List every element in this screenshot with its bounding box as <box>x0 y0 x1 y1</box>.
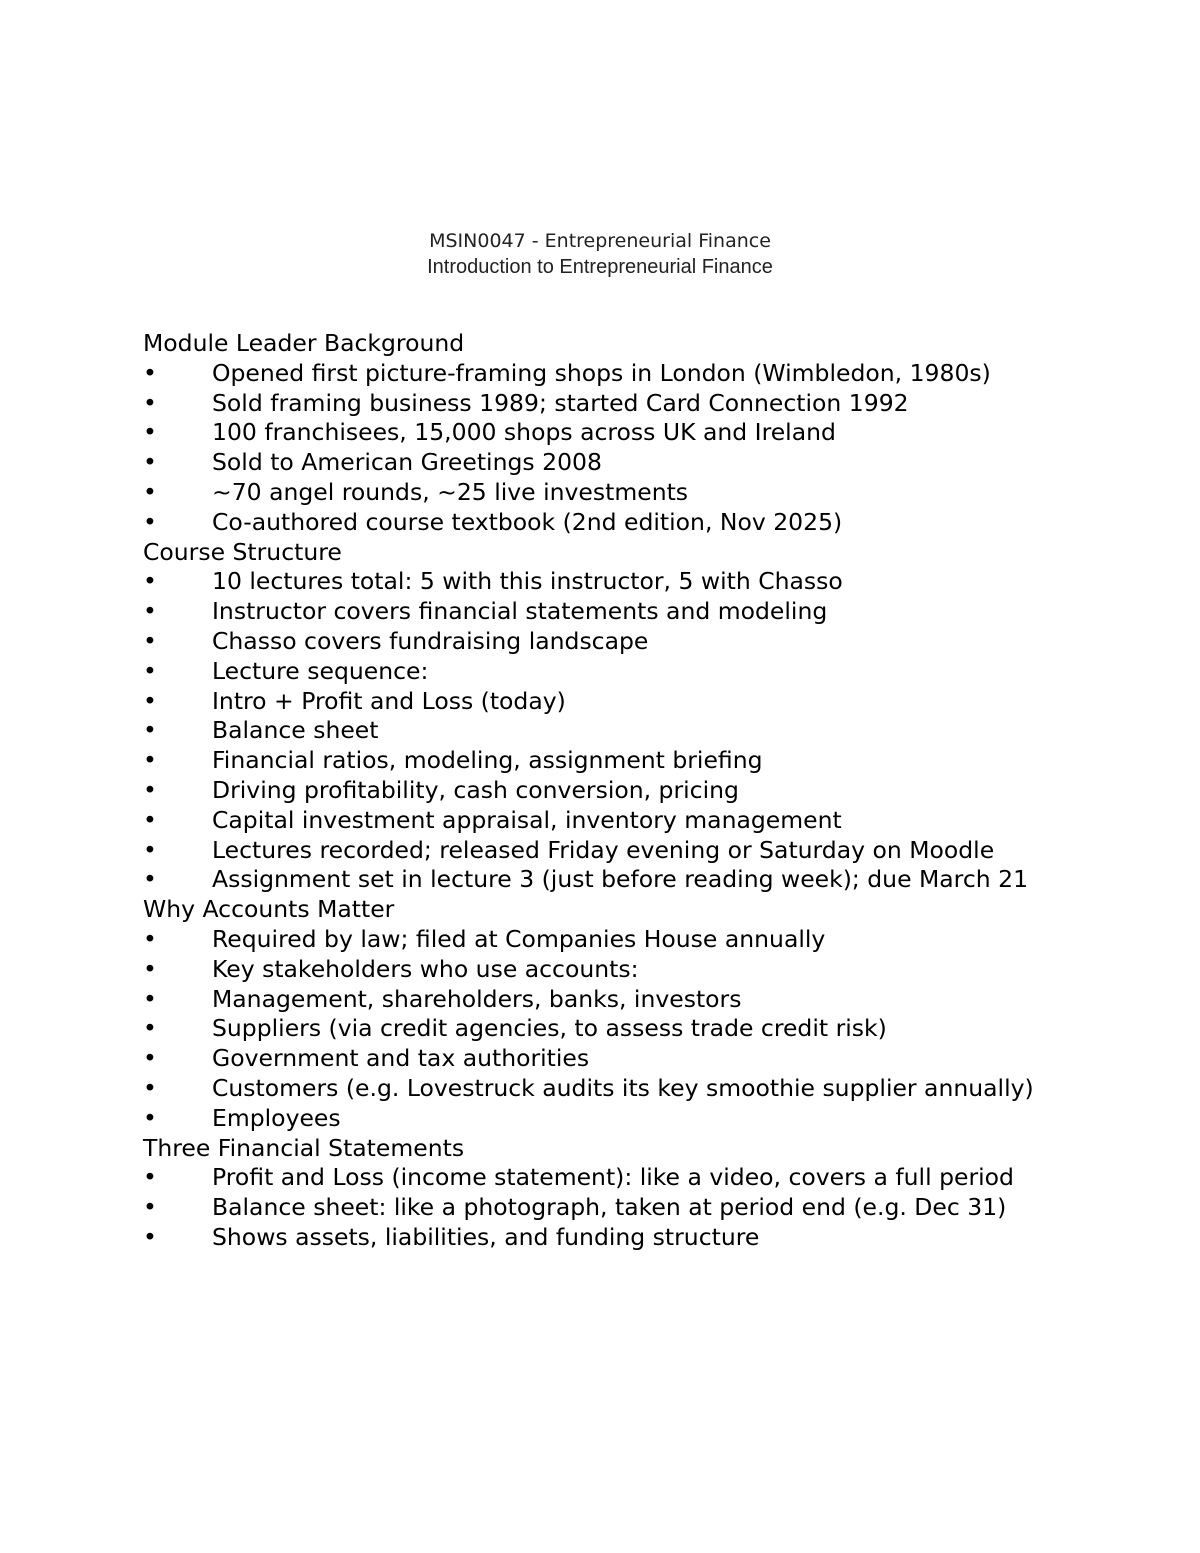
bullet-text: Financial ratios, modeling, assignment briefing <box>212 746 763 775</box>
bullet-text: Co-authored course textbook (2nd edition, Nov 2025) <box>212 507 843 536</box>
bullet-icon: • <box>143 1044 157 1073</box>
bullet-text: Management, shareholders, banks, investors <box>212 984 742 1013</box>
bullet-icon: • <box>143 567 157 596</box>
bullet-text: Sold framing business 1989; started Card Connection 1992 <box>212 388 909 417</box>
bullet-text: Assignment set in lecture 3 (just before reading week); due March 21 <box>212 865 1029 894</box>
bullet-text: Employees <box>212 1103 341 1132</box>
bullet-item <box>143 627 1063 657</box>
bullet-icon: • <box>143 686 157 715</box>
bullet-text: Government and tax authorities <box>212 1044 590 1073</box>
bullet-icon: • <box>143 805 157 834</box>
bullet-icon: • <box>143 507 157 536</box>
bullet-icon: • <box>143 835 157 864</box>
bullet-item <box>143 359 1063 389</box>
document-body <box>143 329 1063 1253</box>
bullet-icon: • <box>143 954 157 983</box>
bullet-item <box>143 865 1063 895</box>
bullet-item <box>143 508 1063 538</box>
bullet-item <box>143 418 1063 448</box>
bullet-item <box>143 657 1063 687</box>
bullet-text: Driving profitability, cash conversion, pricing <box>212 775 739 804</box>
bullet-list <box>143 1163 1063 1252</box>
bullet-text: ~70 angel rounds, ~25 live investments <box>212 477 689 506</box>
bullet-icon: • <box>143 746 157 775</box>
bullet-text: Shows assets, liabilities, and funding structure <box>212 1222 760 1251</box>
bullet-text: Customers (e.g. Lovestruck audits its key smoothie supplier annually) <box>212 1073 1034 1102</box>
bullet-icon: • <box>143 1163 157 1192</box>
bullet-item <box>143 716 1063 746</box>
bullet-icon: • <box>143 1014 157 1043</box>
bullet-icon: • <box>143 1222 157 1251</box>
bullet-text: Balance sheet <box>212 716 379 745</box>
bullet-item <box>143 955 1063 985</box>
bullet-icon: • <box>143 984 157 1013</box>
bullet-item <box>143 1223 1063 1253</box>
bullet-icon: • <box>143 865 157 894</box>
bullet-icon: • <box>143 358 157 387</box>
bullet-text: Sold to American Greetings 2008 <box>212 448 602 477</box>
bullet-icon: • <box>143 1073 157 1102</box>
bullet-item <box>143 389 1063 419</box>
bullet-text: 10 lectures total: 5 with this instructor, 5 with Chasso <box>212 567 843 596</box>
bullet-icon: • <box>143 1193 157 1222</box>
bullet-item <box>143 687 1063 717</box>
bullet-item <box>143 478 1063 508</box>
bullet-item <box>143 1163 1063 1193</box>
bullet-text: Profit and Loss (income statement): like a video, covers a full period <box>212 1163 1014 1192</box>
bullet-icon: • <box>143 418 157 447</box>
lecture-title: Introduction to Entrepreneurial Finance <box>427 256 773 278</box>
bullet-icon: • <box>143 626 157 655</box>
bullet-text: Key stakeholders who use accounts: <box>212 954 639 983</box>
bullet-text: 100 franchisees, 15,000 shops across UK and Ireland <box>212 418 836 447</box>
bullet-item <box>143 597 1063 627</box>
bullet-text: Lectures recorded; released Friday evening or Saturday on Moodle <box>212 835 995 864</box>
bullet-icon: • <box>143 388 157 417</box>
bullet-text: Suppliers (via credit agencies, to assess trade credit risk) <box>212 1014 887 1043</box>
bullet-icon: • <box>143 1103 157 1132</box>
bullet-list <box>143 567 1063 895</box>
bullet-item <box>143 836 1063 866</box>
section-heading: Module Leader Background <box>143 329 465 357</box>
bullet-item <box>143 806 1063 836</box>
section-heading: Three Financial Statements <box>143 1133 465 1162</box>
section-heading: Why Accounts Matter <box>143 895 395 924</box>
section-heading: Course Structure <box>143 537 342 566</box>
bullet-list <box>143 925 1063 1134</box>
bullet-item <box>143 448 1063 478</box>
bullet-text: Intro + Profit and Loss (today) <box>212 686 566 715</box>
bullet-icon: • <box>143 775 157 804</box>
section-course-structure <box>143 538 1063 896</box>
bullet-item <box>143 746 1063 776</box>
bullet-text: Capital investment appraisal, inventory management <box>212 805 842 834</box>
bullet-text: Opened first picture-framing shops in London (Wimbledon, 1980s) <box>212 358 991 387</box>
bullet-item <box>143 985 1063 1015</box>
bullet-item <box>143 776 1063 806</box>
bullet-text: Required by law; filed at Companies House annually <box>212 924 826 953</box>
bullet-item <box>143 1193 1063 1223</box>
bullet-icon: • <box>143 716 157 745</box>
bullet-icon: • <box>143 924 157 953</box>
course-code-title: MSIN0047 - Entrepreneurial Finance <box>429 230 771 252</box>
bullet-icon: • <box>143 597 157 626</box>
bullet-icon: • <box>143 477 157 506</box>
bullet-text: Chasso covers fundraising landscape <box>212 626 649 655</box>
bullet-icon: • <box>143 448 157 477</box>
document-header <box>0 228 1200 280</box>
bullet-text: Instructor covers financial statements and modeling <box>212 597 828 626</box>
bullet-item <box>143 1104 1063 1134</box>
bullet-item <box>143 1074 1063 1104</box>
bullet-text: Balance sheet: like a photograph, taken at period end (e.g. Dec 31) <box>212 1193 1007 1222</box>
bullet-list <box>143 359 1063 538</box>
section-why-accounts-matter <box>143 895 1063 1133</box>
bullet-item <box>143 925 1063 955</box>
bullet-text: Lecture sequence: <box>212 656 429 685</box>
section-three-financial-statements <box>143 1134 1063 1253</box>
bullet-item <box>143 1044 1063 1074</box>
bullet-item <box>143 567 1063 597</box>
bullet-icon: • <box>143 656 157 685</box>
section-module-leader-background <box>143 329 1063 538</box>
bullet-item <box>143 1014 1063 1044</box>
